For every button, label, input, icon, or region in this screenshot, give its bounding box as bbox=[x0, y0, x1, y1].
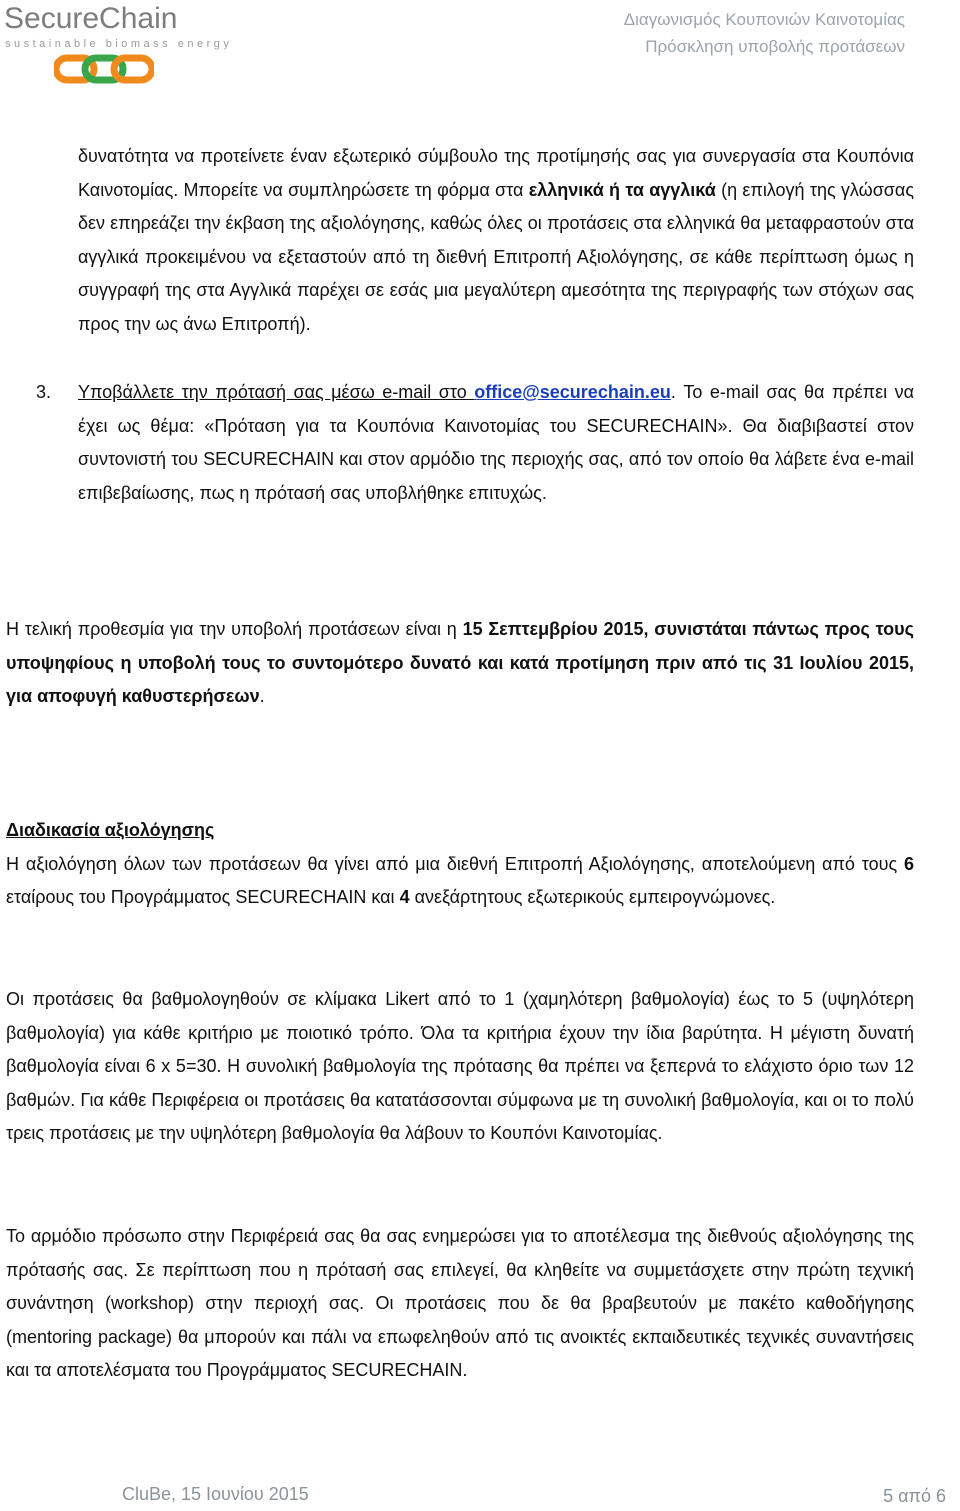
bold-run: 6 bbox=[903, 853, 914, 874]
bold-run: ελληνικά ή τα αγγλικά bbox=[528, 179, 716, 200]
page-header bbox=[0, 0, 960, 95]
text-run: . Το e-mail σας θα πρέπει να έχει ως θέμα: «Πρόταση για τα Κουπόνια Καινοτομίας του SECURECHAIN». Θα διαβιβαστεί στον συντονιστή του SECURECHAIN και στον αρμόδιο της περιοχής σας, από τον οποίο θα λάβετε ένα e-mail επιβεβαίωσης, πως η πρότασή σας υποβλήθηκε επιτυχώς. bbox=[78, 382, 914, 503]
page-footer bbox=[0, 1484, 960, 1511]
header-title-line2: Πρόσκληση υποβολής προτάσεων bbox=[645, 37, 905, 56]
text-run: Η αξιολόγηση όλων των προτάσεων θα γίνει από μια διεθνή Επιτροπή Αξιολόγησης, αποτελούμενη από τους bbox=[6, 853, 904, 874]
text-run: ανεξάρτητους εξωτερικούς εμπειρογνώμονες. bbox=[409, 887, 776, 908]
bold-run: 15 Σεπτεμβρίου 2015, συνιστάται πάντως προς τους υποψηφίους η υποβολή τους το συντομότερο δυνατό και κατά προτίμηση πριν από τις 31 Ιουλίου 2015, για αποφυγή καθυστερήσεων bbox=[6, 619, 914, 707]
header-title-line1: Διαγωνισμός Κουπονιών Καινοτομίας bbox=[623, 10, 905, 29]
text-run: Η τελική προθεσμία για την υποβολή προτάσεων είναι η bbox=[6, 619, 463, 639]
page-number: 5 από 6 bbox=[883, 1486, 946, 1506]
chain-links-icon bbox=[54, 50, 154, 86]
email-link[interactable]: office@securechain.eu bbox=[474, 382, 671, 402]
text-run: . bbox=[259, 686, 265, 707]
paragraph-advisor bbox=[78, 140, 914, 342]
underlined-run: Υποβάλλετε την πρότασή σας μέσω e-mail στο bbox=[78, 382, 475, 402]
paragraph-scoring: Οι προτάσεις θα βαθμολογηθούν σε κλίμακα Likert από το 1 (χαμηλότερη βαθμολογία) έως το 5 (υψηλότερη βαθμολογία) για κάθε κριτήριο με ποιοτικό τρόπο. Όλα τα κριτήρια έχουν την ίδια βαρύτητα. Η μέγιστη δυνατή βαθμολογία είναι 6 x 5=30. Η συνολική βαθμολογία της πρότασης θα πρέπει να ξεπερνά το ελάχιστο όριο των 12 βαθμών. Για κάθε Περιφέρεια οι προτάσεις θα κατατάσσονται σύμφωνα με τη συνολική βαθμολογία, και οι το πολύ τρεις προτάσεις με την υψηλότερη βαθμολογία θα λάβουν το Κουπόνι Καινοτομίας. bbox=[6, 989, 914, 1144]
text-run: εταίρους του Προγράμματος SECURECHAIN και bbox=[6, 887, 400, 908]
footer-date: CluBe, 15 Ιουνίου 2015 bbox=[122, 1484, 309, 1504]
bold-run: 4 bbox=[399, 887, 410, 908]
header-titles bbox=[624, 6, 905, 60]
section-heading: Διαδικασία αξιολόγησης bbox=[6, 820, 215, 840]
list-number: 3. bbox=[36, 382, 52, 402]
text-run: δυνατότητα να προτείνετε έναν εξωτερικό σύμβουλο της προτίμησής σας για συνεργασία στα Κουπόνια Καινοτομίας. Μπορείτε να συμπληρώσετε τη φόρμα στα bbox=[78, 146, 914, 200]
paragraph-results: Το αρμόδιο πρόσωπο στην Περιφέρειά σας θα σας ενημερώσει για το αποτέλεσμα της διεθνούς αξιολόγησης της πρότασής σας. Σε περίπτωση που η πρότασή σας επιλεγεί, θα κληθείτε να συμμετάσχετε στην πρώτη τεχνική συνάντηση (workshop) στην περιοχή σας. Οι προτάσεις που δε θα βραβευτούν με πακέτο καθοδήγησης (mentoring package) θα μπορούν και πάλι να επωφεληθούν από τις ανοικτές εκπαιδευτικές τεχνικές συναντήσεις και τα αποτελέσματα του Προγράμματος SECURECHAIN. bbox=[6, 1226, 914, 1381]
logo-tagline: sustainable biomass energy bbox=[5, 38, 233, 50]
securechain-logo bbox=[4, 2, 233, 87]
text-run: (η επιλογή της γλώσσας δεν επηρεάζει την έκβαση της αξιολόγησης, καθώς όλες οι προτάσεις στα ελληνικά θα μεταφραστούν στα αγγλικά προκειμένου να εξεταστούν από τη διεθνή Επιτροπή Αξιολόγησης, σε κάθε περίπτωση όμως η συγγραφή της στα Αγγλικά παρέχει σε εσάς μια μεγαλύτερη αμεσότητα της περιγραφής των στόχων σας προς την ως άνω Επιτροπή). bbox=[78, 179, 914, 334]
section-evaluation bbox=[6, 814, 914, 915]
paragraph-submit bbox=[78, 376, 914, 510]
logo-name: SecureChain bbox=[4, 2, 178, 35]
paragraph-deadline bbox=[6, 613, 914, 714]
